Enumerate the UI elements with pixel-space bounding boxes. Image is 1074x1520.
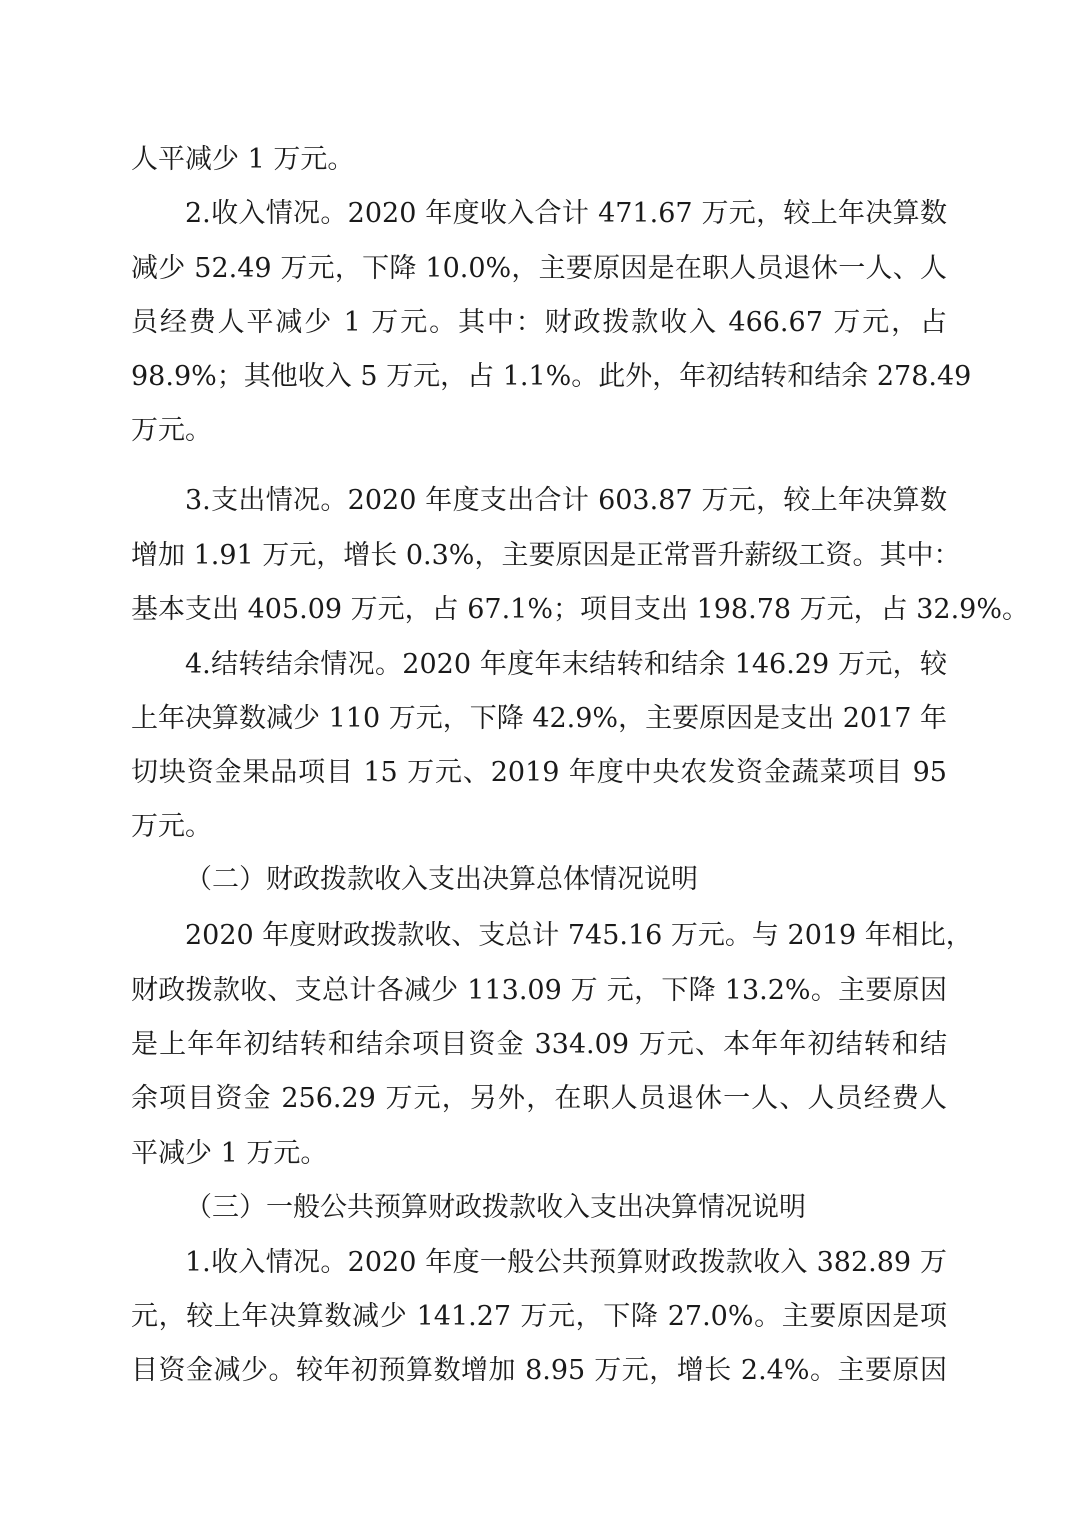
text-line: 目资金减少。较年初预算数增加 8.95 万元，增长 2.4%。主要原因 — [131, 1355, 947, 1386]
text-line: 3.支出情况。2020 年度支出合计 603.87 万元，较上年决算数 — [185, 485, 947, 516]
text-line: 财政拨款收、支总计各减少 113.09 万 元，下降 13.2%。主要原因 — [131, 975, 947, 1006]
text-line: 减少 52.49 万元，下降 10.0%，主要原因是在职人员退休一人、人 — [131, 253, 947, 284]
text-line: 是上年年初结转和结余项目资金 334.09 万元、本年年初结转和结 — [131, 1029, 947, 1060]
text-line: 2020 年度财政拨款收、支总计 745.16 万元。与 2019 年相比， — [185, 920, 973, 951]
text-line: 上年决算数减少 110 万元，下降 42.9%，主要原因是支出 2017 年 — [131, 703, 947, 734]
text-line: 万元。 — [131, 811, 212, 842]
section-heading: （二）财政拨款收入支出决算总体情况说明 — [185, 864, 698, 895]
text-line: 1.收入情况。2020 年度一般公共预算财政拨款收入 382.89 万 — [185, 1247, 947, 1278]
text-line: 人平减少 1 万元。 — [131, 144, 355, 175]
text-line: 增加 1.91 万元，增长 0.3%，主要原因是正常晋升薪级工资。其中： — [131, 540, 961, 571]
text-line: 2.收入情况。2020 年度收入合计 471.67 万元，较上年决算数 — [185, 198, 947, 229]
text-line: 元，较上年决算数减少 141.27 万元，下降 27.0%。主要原因是项 — [131, 1301, 947, 1332]
text-line: 员经费人平减少 1 万元。其中：财政拨款收入 466.67 万元，占 — [131, 307, 947, 338]
section-heading: （三）一般公共预算财政拨款收入支出决算情况说明 — [185, 1192, 806, 1223]
text-line: 98.9%；其他收入 5 万元，占 1.1%。此外，年初结转和结余 278.49 — [131, 361, 972, 392]
text-line: 4.结转结余情况。2020 年度年末结转和结余 146.29 万元，较 — [185, 649, 947, 680]
text-line: 切块资金果品项目 15 万元、2019 年度中央农发资金蔬菜项目 95 — [131, 757, 947, 788]
text-line: 余项目资金 256.29 万元，另外，在职人员退休一人、人员经费人 — [131, 1083, 947, 1114]
text-line: 平减少 1 万元。 — [131, 1138, 328, 1169]
text-line: 基本支出 405.09 万元，占 67.1%；项目支出 198.78 万元，占 32.9%。 — [131, 594, 1029, 625]
text-line: 万元。 — [131, 415, 212, 446]
